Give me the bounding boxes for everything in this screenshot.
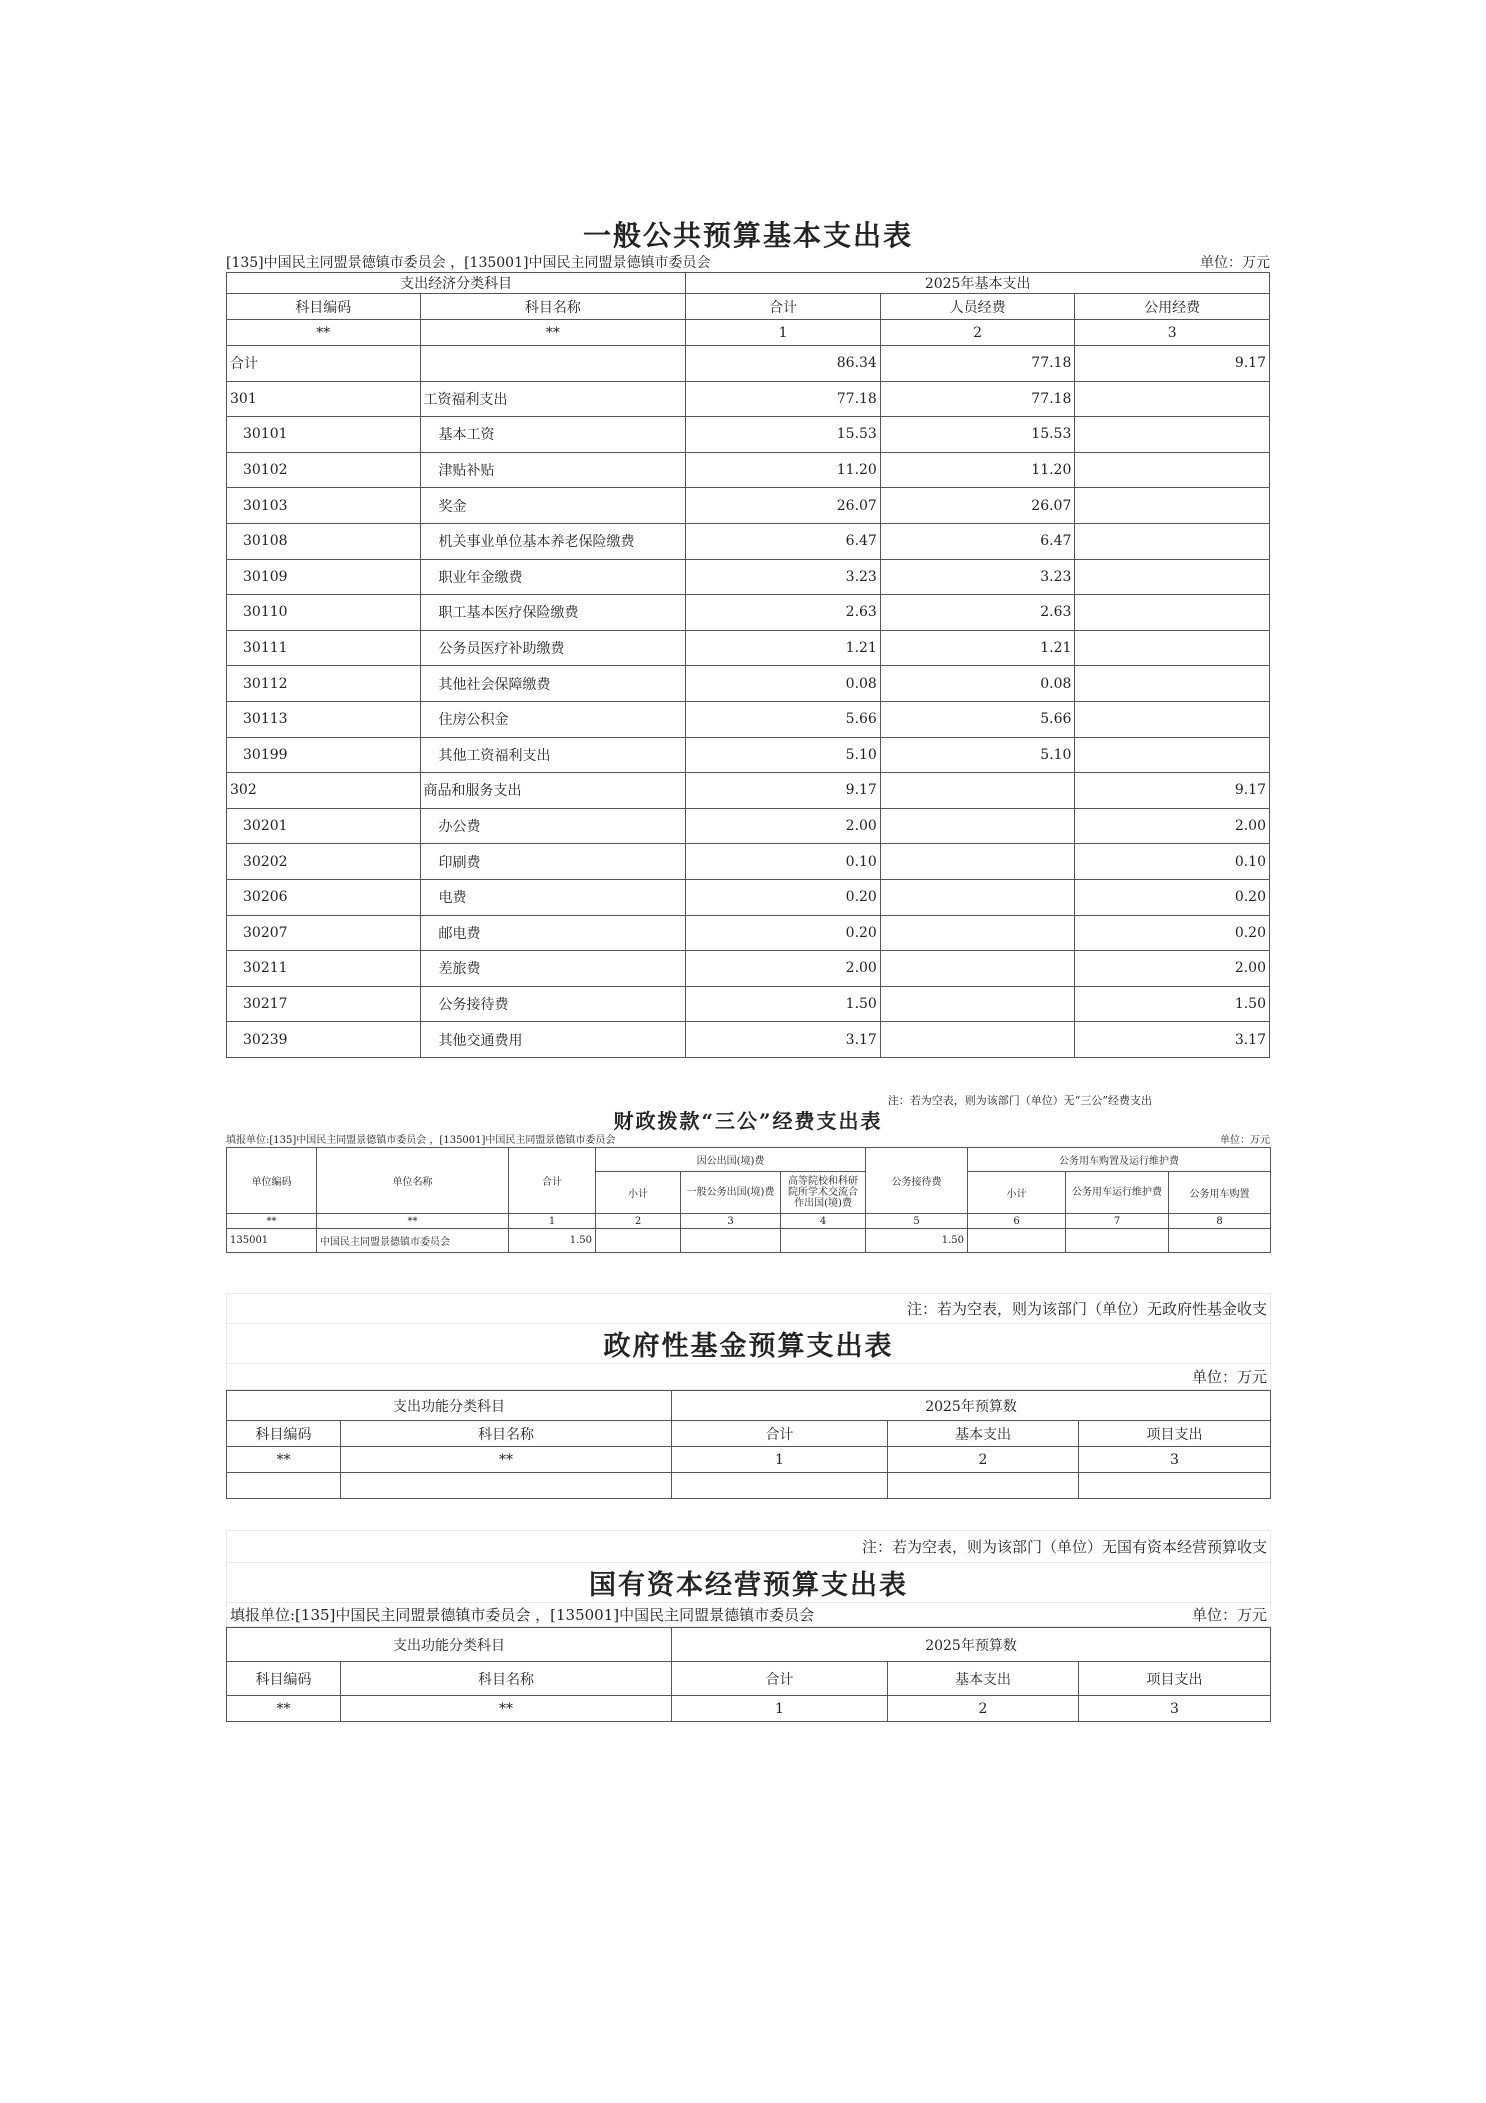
index-cell: **	[420, 320, 686, 346]
cell-name: 职工基本医疗保险缴费	[420, 595, 686, 631]
index-cell: 1	[509, 1214, 596, 1229]
cell-code: 30101	[227, 417, 421, 453]
filing-unit: 填报单位:[135]中国民主同盟景德镇市委员会 ，[135001]中国民主同盟景德镇市委员会	[230, 1605, 815, 1624]
header-func-class: 支出功能分类科目	[227, 1391, 672, 1421]
cell-unit-name: 中国民主同盟景德镇市委员会	[317, 1229, 509, 1253]
cell-total: 0.08	[686, 666, 881, 702]
table-row	[227, 1022, 1270, 1058]
state-capital-meta	[230, 1606, 1267, 1624]
cell-total: 9.17	[686, 773, 881, 809]
cell-code: 30199	[227, 737, 421, 773]
cell-name: 其他社会保障缴费	[420, 666, 686, 702]
cell-public	[1075, 737, 1270, 773]
index-cell: 2	[888, 1447, 1079, 1473]
cell-personnel: 5.66	[880, 701, 1075, 737]
three-public-title: 财政拨款“三公”经费支出表	[613, 1109, 883, 1133]
cell-public	[1075, 523, 1270, 559]
cell-code: 30109	[227, 559, 421, 595]
cell-public	[1075, 666, 1270, 702]
header-code: 科目编码	[227, 1421, 341, 1447]
general-budget-meta	[226, 254, 1270, 272]
cell-code: 301	[227, 381, 421, 417]
cell-total: 3.23	[686, 559, 881, 595]
table-row	[227, 381, 1270, 417]
header-unit-code: 单位编码	[227, 1148, 317, 1214]
header-vehicle-buy: 公务用车购置	[1169, 1172, 1271, 1214]
header-reception: 公务接待费	[866, 1148, 968, 1214]
cell-code: 30211	[227, 951, 421, 987]
header-public: 公用经费	[1075, 294, 1270, 320]
general-budget-section	[226, 218, 1270, 1058]
cell-public: 9.17	[1075, 773, 1270, 809]
cell-total: 0.10	[686, 844, 881, 880]
cell-code: 30112	[227, 666, 421, 702]
cell-personnel: 3.23	[880, 559, 1075, 595]
cell-personnel	[880, 879, 1075, 915]
unit-label: 单位：万元	[1200, 255, 1270, 271]
cell-public: 2.00	[1075, 951, 1270, 987]
header-general-abroad: 一般公务出国(境)费	[681, 1172, 781, 1214]
cell-total: 5.10	[686, 737, 881, 773]
header-basic: 基本支出	[888, 1421, 1079, 1447]
cell-code: 30103	[227, 488, 421, 524]
cell-personnel	[880, 951, 1075, 987]
table-row	[227, 523, 1270, 559]
table-row	[227, 630, 1270, 666]
cell-name: 公务接待费	[420, 986, 686, 1022]
header-econ-class: 支出经济分类科目	[227, 273, 686, 294]
cell-public	[1075, 595, 1270, 631]
header-academic-abroad: 高等院校和科研院所学术交流合作出国(境)费	[781, 1172, 866, 1214]
cell-personnel: 26.07	[880, 488, 1075, 524]
header-personnel: 人员经费	[880, 294, 1075, 320]
header-basic: 基本支出	[888, 1662, 1079, 1696]
cell-public: 9.17	[1075, 346, 1270, 382]
cell-reception: 1.50	[866, 1229, 968, 1253]
cell-code: 302	[227, 773, 421, 809]
cell-public	[1075, 381, 1270, 417]
header-2025-budget: 2025年预算数	[672, 1391, 1271, 1421]
index-cell: 5	[866, 1214, 968, 1229]
index-cell: 1	[672, 1447, 888, 1473]
cell-public: 2.00	[1075, 808, 1270, 844]
cell-total: 0.20	[686, 879, 881, 915]
cell-total: 1.21	[686, 630, 881, 666]
index-cell: **	[227, 1447, 341, 1473]
cell-name: 工资福利支出	[420, 381, 686, 417]
cell-code: 30201	[227, 808, 421, 844]
cell-public: 3.17	[1075, 1022, 1270, 1058]
table-row	[227, 417, 1270, 453]
cell-name: 电费	[420, 879, 686, 915]
state-capital-section	[226, 1530, 1270, 1722]
table-row	[227, 595, 1270, 631]
header-project: 项目支出	[1079, 1421, 1271, 1447]
cell-public	[1075, 417, 1270, 453]
filing-unit: [135]中国民主同盟景德镇市委员会 ，[135001]中国民主同盟景德镇市委员会	[226, 255, 711, 271]
table-row	[227, 666, 1270, 702]
table-row	[227, 346, 1270, 382]
cell-personnel: 0.08	[880, 666, 1075, 702]
cell-code: 30202	[227, 844, 421, 880]
cell-name: 办公费	[420, 808, 686, 844]
cell-code: 合计	[227, 346, 421, 382]
cell-public	[1075, 701, 1270, 737]
index-cell: 3	[1075, 320, 1270, 346]
cell-personnel: 2.63	[880, 595, 1075, 631]
cell-total: 3.17	[686, 1022, 881, 1058]
index-cell: 6	[968, 1214, 1066, 1229]
cell-name: 印刷费	[420, 844, 686, 880]
table-row	[227, 488, 1270, 524]
cell-public	[1075, 488, 1270, 524]
cell-personnel: 5.10	[880, 737, 1075, 773]
header-2025-basic: 2025年基本支出	[686, 273, 1270, 294]
three-public-table	[226, 1147, 1271, 1253]
cell-name: 基本工资	[420, 417, 686, 453]
general-budget-table	[226, 272, 1270, 1058]
cell-public: 0.20	[1075, 915, 1270, 951]
cell-personnel	[880, 844, 1075, 880]
state-capital-heading-grid	[226, 1530, 1271, 1627]
header-vehicle: 公务用车购置及运行维护费	[968, 1148, 1271, 1172]
index-cell: 4	[781, 1214, 866, 1229]
cell-name: 差旅费	[420, 951, 686, 987]
header-name: 科目名称	[420, 294, 686, 320]
table-row	[227, 1229, 1271, 1253]
cell-personnel: 6.47	[880, 523, 1075, 559]
cell-personnel	[880, 986, 1075, 1022]
cell-name: 住房公积金	[420, 701, 686, 737]
table-row	[227, 986, 1270, 1022]
cell-total: 5.66	[686, 701, 881, 737]
table-row	[227, 737, 1270, 773]
cell-code: 30102	[227, 452, 421, 488]
state-capital-title: 国有资本经营预算支出表	[227, 1563, 1271, 1603]
cell-personnel: 1.21	[880, 630, 1075, 666]
gov-fund-section	[226, 1293, 1270, 1499]
cell-personnel	[880, 808, 1075, 844]
header-code: 科目编码	[227, 294, 421, 320]
cell-code: 30206	[227, 879, 421, 915]
header-vehicle-run: 公务用车运行维护费	[1066, 1172, 1169, 1214]
header-project: 项目支出	[1079, 1662, 1271, 1696]
index-cell: **	[341, 1447, 672, 1473]
table-row	[227, 951, 1270, 987]
cell-public	[1075, 452, 1270, 488]
cell-personnel: 15.53	[880, 417, 1075, 453]
cell-total: 0.20	[686, 915, 881, 951]
header-unit-name: 单位名称	[317, 1148, 509, 1214]
table-row	[227, 879, 1270, 915]
gov-fund-note: 注：若为空表，则为该部门（单位）无政府性基金收支	[227, 1294, 1271, 1324]
cell-total: 1.50	[509, 1229, 596, 1253]
cell-total: 86.34	[686, 346, 881, 382]
index-cell: 3	[1079, 1447, 1271, 1473]
index-cell: 2	[596, 1214, 681, 1229]
header-total: 合计	[509, 1148, 596, 1214]
cell-personnel	[880, 1022, 1075, 1058]
cell-name	[420, 346, 686, 382]
cell-total: 26.07	[686, 488, 881, 524]
cell-unit-code: 135001	[227, 1229, 317, 1253]
cell-total: 2.63	[686, 595, 881, 631]
cell-name: 公务员医疗补助缴费	[420, 630, 686, 666]
unit-label: 单位：万元	[1192, 1605, 1268, 1624]
cell-public	[1075, 630, 1270, 666]
header-total: 合计	[672, 1662, 888, 1696]
gov-fund-title: 政府性基金预算支出表	[227, 1324, 1271, 1364]
cell-code: 30239	[227, 1022, 421, 1058]
cell-code: 30217	[227, 986, 421, 1022]
gov-fund-table	[226, 1390, 1271, 1499]
index-cell: **	[317, 1214, 509, 1229]
header-total: 合计	[686, 294, 881, 320]
header-code: 科目编码	[227, 1662, 341, 1696]
index-cell: 3	[681, 1214, 781, 1229]
index-cell: 2	[888, 1696, 1079, 1722]
cell-code: 30207	[227, 915, 421, 951]
cell-name: 商品和服务支出	[420, 773, 686, 809]
index-cell: **	[227, 1214, 317, 1229]
state-capital-note: 注：若为空表，则为该部门（单位）无国有资本经营预算收支	[227, 1531, 1271, 1563]
cell-personnel: 77.18	[880, 346, 1075, 382]
three-public-meta	[226, 1134, 1270, 1147]
header-2025-budget: 2025年预算数	[672, 1628, 1271, 1662]
header-name: 科目名称	[341, 1421, 672, 1447]
header-vehicle-subtotal: 小计	[968, 1172, 1066, 1214]
cell-public: 1.50	[1075, 986, 1270, 1022]
unit-label: 单位：万元	[227, 1364, 1271, 1390]
header-func-class: 支出功能分类科目	[227, 1628, 672, 1662]
header-name: 科目名称	[341, 1662, 672, 1696]
cell-code: 30108	[227, 523, 421, 559]
table-row	[227, 559, 1270, 595]
table-row	[227, 773, 1270, 809]
header-abroad: 因公出国(境)费	[596, 1148, 866, 1172]
cell-total: 2.00	[686, 808, 881, 844]
index-cell: 7	[1066, 1214, 1169, 1229]
cell-code: 30110	[227, 595, 421, 631]
index-cell: **	[227, 320, 421, 346]
cell-total: 77.18	[686, 381, 881, 417]
table-row	[227, 701, 1270, 737]
cell-name: 邮电费	[420, 915, 686, 951]
three-public-section	[226, 1092, 1270, 1253]
table-row	[227, 452, 1270, 488]
cell-name: 其他交通费用	[420, 1022, 686, 1058]
cell-name: 奖金	[420, 488, 686, 524]
table-row	[227, 808, 1270, 844]
cell-public	[1075, 559, 1270, 595]
header-subtotal: 小计	[596, 1172, 681, 1214]
index-cell: 1	[686, 320, 881, 346]
cell-code: 30113	[227, 701, 421, 737]
cell-total: 15.53	[686, 417, 881, 453]
cell-total: 2.00	[686, 951, 881, 987]
index-cell: 1	[672, 1696, 888, 1722]
cell-name: 机关事业单位基本养老保险缴费	[420, 523, 686, 559]
table-row	[227, 915, 1270, 951]
table-row	[227, 844, 1270, 880]
cell-public: 0.20	[1075, 879, 1270, 915]
index-cell: 2	[880, 320, 1075, 346]
filing-unit: 填报单位:[135]中国民主同盟景德镇市委员会 ，[135001]中国民主同盟景德镇市委员会	[226, 1135, 616, 1146]
state-capital-table	[226, 1627, 1271, 1722]
cell-total: 1.50	[686, 986, 881, 1022]
cell-name: 津贴补贴	[420, 452, 686, 488]
cell-total: 11.20	[686, 452, 881, 488]
cell-personnel: 11.20	[880, 452, 1075, 488]
cell-total: 6.47	[686, 523, 881, 559]
cell-personnel	[880, 773, 1075, 809]
empty-row	[227, 1473, 1271, 1499]
index-cell: 8	[1169, 1214, 1271, 1229]
index-cell: 3	[1079, 1696, 1271, 1722]
index-cell: **	[341, 1696, 672, 1722]
cell-name: 职业年金缴费	[420, 559, 686, 595]
unit-label: 单位：万元	[1220, 1135, 1270, 1146]
general-budget-title: 一般公共预算基本支出表	[582, 219, 913, 252]
cell-personnel: 77.18	[880, 381, 1075, 417]
cell-personnel	[880, 915, 1075, 951]
cell-code: 30111	[227, 630, 421, 666]
header-total: 合计	[672, 1421, 888, 1447]
index-cell: **	[227, 1696, 341, 1722]
three-public-note: 注：若为空表，则为该部门（单位）无“三公”经费支出	[887, 1094, 1152, 1107]
cell-name: 其他工资福利支出	[420, 737, 686, 773]
cell-public: 0.10	[1075, 844, 1270, 880]
gov-fund-heading-grid	[226, 1293, 1271, 1390]
